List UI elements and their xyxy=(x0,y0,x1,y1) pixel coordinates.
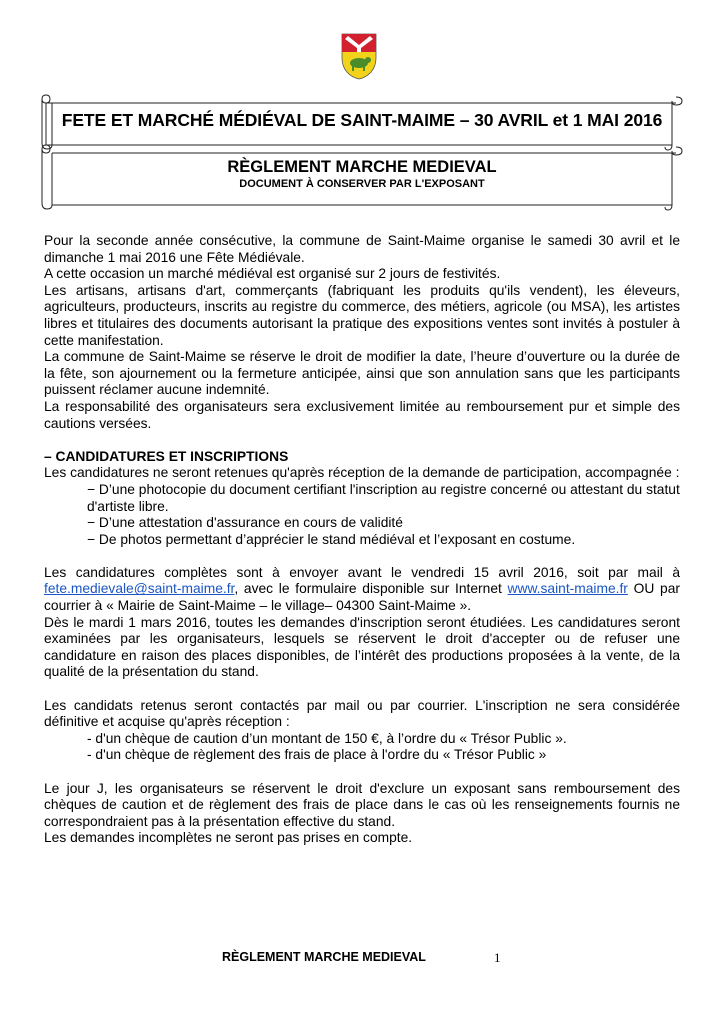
paragraph: Les candidats retenus seront contactés par mail ou par courrier. L'inscription ne sera considérée définitive et acquise qu'après réception : xyxy=(44,697,680,730)
documents-list xyxy=(44,482,680,548)
crest-icon xyxy=(340,32,378,80)
footer-label: RÈGLEMENT MARCHE MEDIEVAL xyxy=(222,950,426,964)
page-title: FETE ET MARCHÉ MÉDIÉVAL DE SAINT-MAIME – 30 AVRIL et 1 MAI 2016 xyxy=(61,110,663,130)
paragraph: Les candidatures ne seront retenues qu'après réception de la demande de participation, accompagnée : xyxy=(44,465,680,481)
list-item: − D’une attestation d'assurance en cours de validité xyxy=(87,515,403,531)
paragraph xyxy=(44,565,680,615)
list-item: - d'un chèque de caution d’un montant de 150 €, à l’ordre du « Trésor Public ». xyxy=(87,730,567,746)
list-item: − D’une photocopie du document certifiant l'inscription au registre concerné ou attestant du statut d'artiste libre. xyxy=(87,481,680,514)
paragraph: Les demandes incomplètes ne seront pas prises en compte. xyxy=(44,830,413,846)
paragraph: Les artisans, artisans d'art, commerçants (fabriquant les produits qu'ils vendent), les éleveurs, agriculteurs, producteurs, inscrits au registre du commerce, des métiers, agricole (ou MSA), les artistes libres et titulaires des documents autorisant la pratique des expositions ventes sont invités à postuler à cette manifestation. xyxy=(44,282,680,348)
paragraph: La responsabilité des organisateurs sera exclusivement limitée au remboursement pur et simple des cautions versées. xyxy=(44,398,680,431)
list-item: - d'un chèque de règlement des frais de place à l'ordre du « Trésor Public » xyxy=(87,747,547,763)
email-link[interactable]: fete.medievale@saint-maime.fr xyxy=(44,581,235,597)
page-number: 1 xyxy=(494,950,501,965)
text-span: , avec le formulaire disponible sur Internet xyxy=(234,581,508,597)
cheques-list xyxy=(44,731,680,764)
list-item: − De photos permettant d’apprécier le stand médiéval et l’exposant en costume. xyxy=(87,531,576,547)
subtitle-banner xyxy=(38,143,686,213)
paragraph: Le jour J, les organisateurs se réservent le droit d'exclure un exposant sans remboursement des chèques de caution et de règlement des frais de place dans le cas où les renseignements fournis ne correspondraient pas à la présentation effective du stand. xyxy=(44,780,680,829)
section-heading: RÈGLEMENT MARCHE MEDIEVAL xyxy=(227,158,497,176)
section-title: – CANDIDATURES ET INSCRIPTIONS xyxy=(44,448,289,464)
text-span: OU par courrier à « Mairie de Saint-Maime – le village– 04300 Saint-Maime ». xyxy=(44,581,680,614)
paragraph: La commune de Saint-Maime se réserve le droit de modifier la date, l’heure d’ouverture ou la durée de la fête, son ajournement ou la fermeture anticipée, ainsi que son annulation sans que les participants puissent réclamer aucune indemnité. xyxy=(44,349,680,398)
website-link[interactable]: www.saint-maime.fr xyxy=(507,581,628,597)
paragraph: Dès le mardi 1 mars 2016, toutes les demandes d'inscription seront étudiées. Les candidatures seront examinées par les organisateurs, lesquels se réservent le droit d'accepter ou de refuser une candidature en raison des places disponibles, de l’intérêt des productions proposées à la vente, de la qualité de la présentation du stand. xyxy=(44,614,680,680)
document-body xyxy=(44,233,680,847)
paragraph: Pour la seconde année consécutive, la commune de Saint-Maime organise le samedi 30 avril et le dimanche 1 mai 2016 une Fête Médiévale. xyxy=(44,233,680,265)
text-span: Les candidatures complètes sont à envoyer avant le vendredi 15 avril 2016, soit par mail à xyxy=(44,564,680,580)
paragraph: A cette occasion un marché médiéval est organisé sur 2 jours de festivités. xyxy=(44,266,501,282)
section-subheading: DOCUMENT À CONSERVER PAR L'EXPOSANT xyxy=(239,178,485,190)
